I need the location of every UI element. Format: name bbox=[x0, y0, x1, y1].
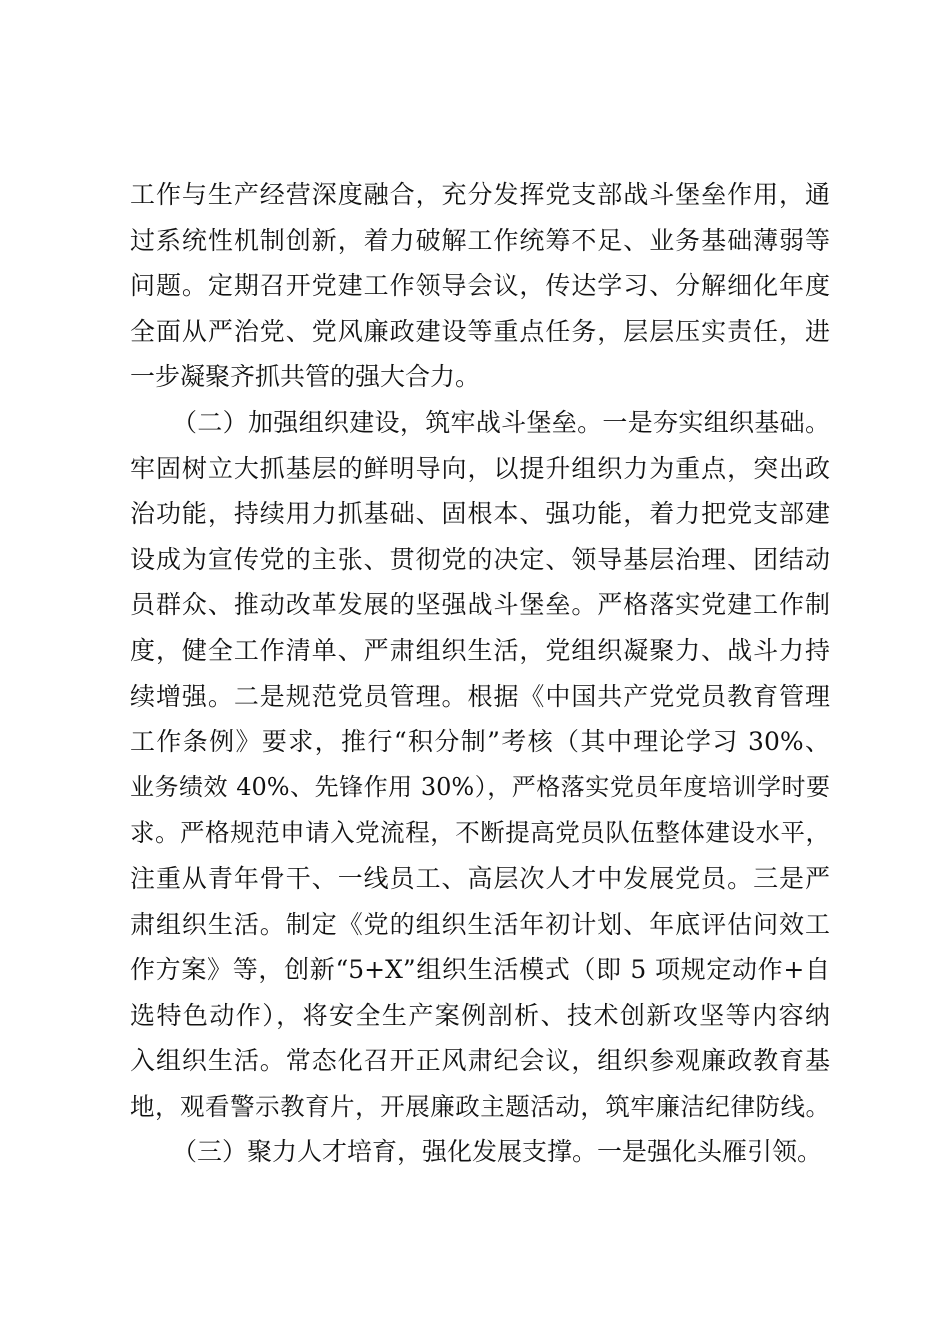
text-line-16: 注重从青年骨干、一线员工、高层次人才中发展党员。三是严 bbox=[130, 863, 830, 893]
text-line-3: 问题。定期召开党建工作领导会议，传达学习、分解细化年度 bbox=[130, 271, 830, 301]
section-heading-3: （三）聚力人才培育，强化发展支撑。一是强化头雁引领。 bbox=[172, 1137, 823, 1167]
text-line-20: 入组织生活。常态化召开正风肃纪会议，组织参观廉政教育基 bbox=[130, 1046, 830, 1076]
text-line-15: 求。严格规范申请入党流程，不断提高党员队伍整体建设水平， bbox=[130, 818, 830, 848]
text-line-8: 治功能，持续用力抓基础、固根本、强功能，着力把党支部建 bbox=[130, 499, 830, 529]
text-line-1: 工作与生产经营深度融合，充分发挥党支部战斗堡垒作用，通 bbox=[130, 180, 830, 209]
section-heading-2: （二）加强组织建设，筑牢战斗堡垒。一是夯实组织基础。 bbox=[172, 407, 830, 437]
text-line-11: 度，健全工作清单、严肃组织生活，党组织凝聚力、战斗力持 bbox=[130, 635, 830, 665]
text-line-14: 业务绩效 40%、先锋作用 30%），严格落实党员年度培训学时要 bbox=[130, 772, 830, 801]
text-line-18: 作方案》等，创新“5+X”组织生活模式（即 5 项规定动作+自 bbox=[130, 955, 830, 985]
text-line-9: 设成为宣传党的主张、贯彻党的决定、领导基层治理、团结动 bbox=[130, 544, 830, 574]
text-line-19: 选特色动作），将安全生产案例剖析、技术创新攻坚等内容纳 bbox=[130, 1000, 830, 1030]
text-line-21: 地，观看警示教育片，开展廉政主题活动，筑牢廉洁纪律防线。 bbox=[130, 1091, 830, 1121]
text-line-7: 牢固树立大抓基层的鲜明导向，以提升组织力为重点，突出政 bbox=[130, 453, 830, 483]
text-line-5: 一步凝聚齐抓共管的强大合力。 bbox=[130, 362, 481, 392]
text-line-17: 肃组织生活。制定《党的组织生活年初计划、年底评估问效工 bbox=[130, 909, 830, 939]
text-line-4: 全面从严治党、党风廉政建设等重点任务，层层压实责任，进 bbox=[130, 316, 830, 346]
text-line-12: 续增强。二是规范党员管理。根据《中国共产党党员教育管理 bbox=[130, 681, 830, 711]
text-line-2: 过系统性机制创新，着力破解工作统筹不足、业务基础薄弱等 bbox=[130, 225, 830, 255]
document-body bbox=[130, 172, 830, 1175]
text-line-10: 员群众、推动改革发展的坚强战斗堡垒。严格落实党建工作制 bbox=[130, 590, 830, 620]
text-line-13: 工作条例》要求，推行“积分制”考核（其中理论学习 30%、 bbox=[130, 727, 830, 757]
